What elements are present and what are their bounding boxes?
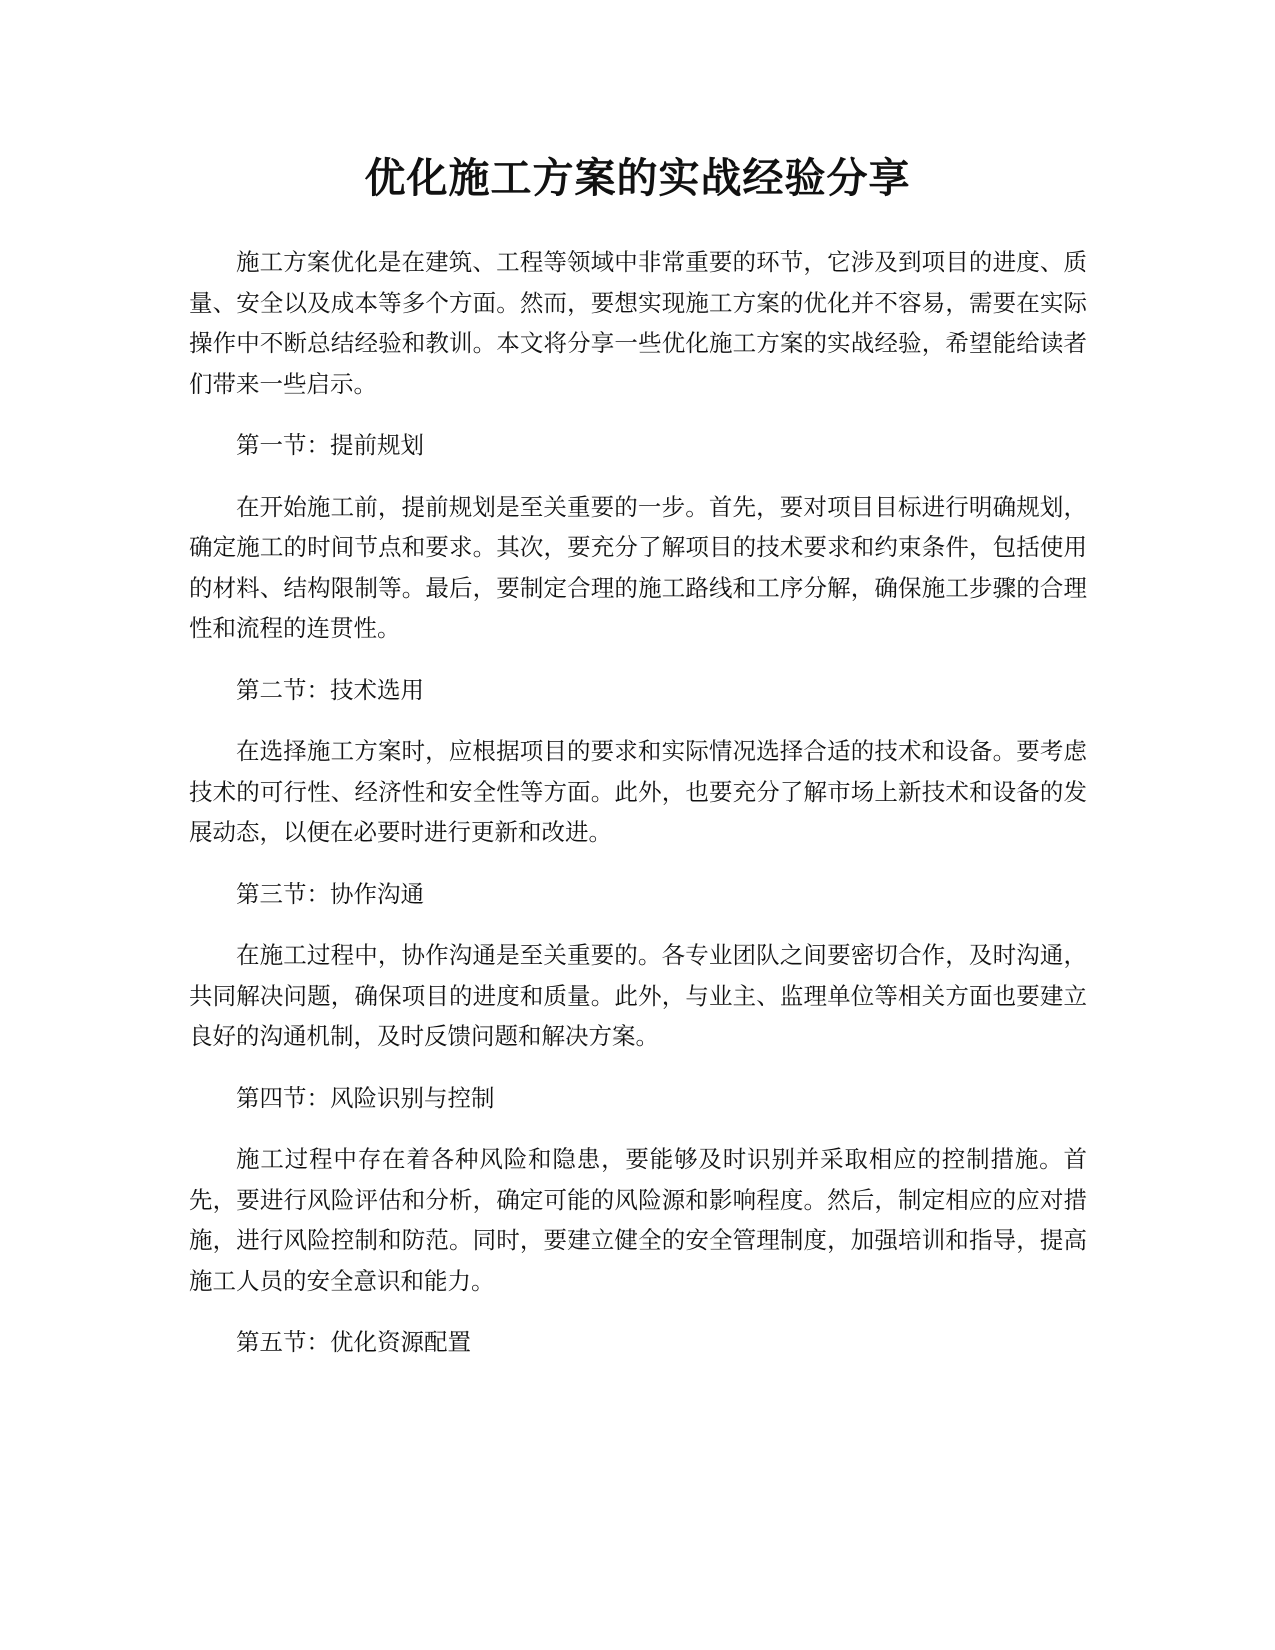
intro-paragraph: 施工方案优化是在建筑、工程等领域中非常重要的环节，它涉及到项目的进度、质量、安全以及成本等多个方面。然而，要想实现施工方案的优化并不容易，需要在实际操作中不断总结经验和教训。本文将分享一些优化施工方案的实战经验，希望能给读者们带来一些启示。 (189, 248, 1087, 398)
section-5-heading: 第五节：优化资源配置 (236, 1328, 471, 1356)
document-body (189, 242, 1087, 1363)
section-1-paragraph: 在开始施工前，提前规划是至关重要的一步。首先，要对项目目标进行明确规划，确定施工的时间节点和要求。其次，要充分了解项目的技术要求和约束条件，包括使用的材料、结构限制等。最后，要制定合理的施工路线和工序分解，确保施工步骤的合理性和流程的连贯性。 (189, 492, 1087, 642)
section-2-paragraph: 在选择施工方案时，应根据项目的要求和实际情况选择合适的技术和设备。要考虑技术的可行性、经济性和安全性等方面。此外，也要充分了解市场上新技术和设备的发展动态，以便在必要时进行更新和改进。 (189, 737, 1087, 846)
document-title: 优化施工方案的实战经验分享 (364, 154, 911, 202)
section-2-heading: 第二节：技术选用 (236, 675, 424, 704)
section-3-heading: 第三节：协作沟通 (236, 879, 424, 908)
section-4-paragraph: 施工过程中存在着各种风险和隐患，要能够及时识别并采取相应的控制措施。首先，要进行风险评估和分析，确定可能的风险源和影响程度。然后，制定相应的应对措施，进行风险控制和防范。同时，要建立健全的安全管理制度，加强培训和指导，提高施工人员的安全意识和能力。 (189, 1145, 1087, 1295)
section-4-heading: 第四节：风险识别与控制 (236, 1083, 495, 1112)
section-3-paragraph: 在施工过程中，协作沟通是至关重要的。各专业团队之间要密切合作，及时沟通，共同解决问题，确保项目的进度和质量。此外，与业主、监理单位等相关方面也要建立良好的沟通机制，及时反馈问题和解决方案。 (189, 941, 1087, 1050)
section-1-heading: 第一节：提前规划 (236, 431, 424, 459)
